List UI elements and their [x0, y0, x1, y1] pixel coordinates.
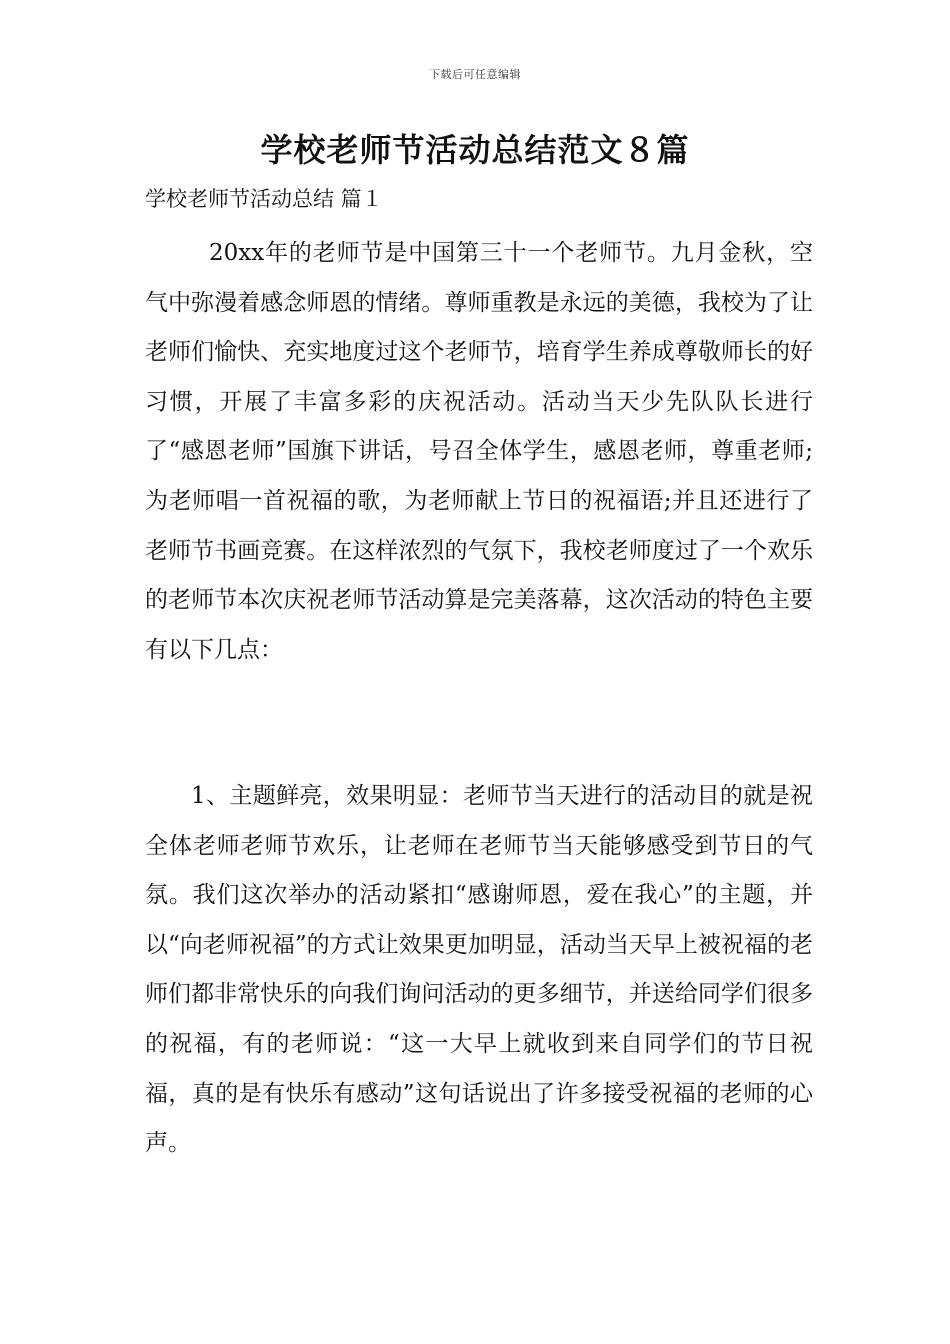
section-heading: 学校老师节活动总结 篇１ — [145, 187, 383, 211]
paragraph-point-1: 1、主题鲜亮，效果明显：老师节当天进行的活动目的就是祝全体老师老师节欢乐，让老师在老师节当天能够感受到节日的气氛。我们这次举办的活动紧扣“感谢师恩，爱在我心”的主题，并以“向老师祝福”的方式让效果更加明显，活动当天早上被祝福的老师们都非常快乐的向我们询问活动的更多细节，并送给同学们很多的祝福，有的老师说：“这一大早上就收到来自同学们的节日祝福，真的是有快乐有感动”这句话说出了许多接受祝福的老师的心声。 — [145, 783, 813, 1157]
paragraph-intro: 20xx年的老师节是中国第三十一个老师节。九月金秋，空气中弥漫着感念师恩的情绪。尊师重教是永远的美德，我校为了让老师们愉快、充实地度过这个老师节，培育学生养成尊敬师长的好习惯，开展了丰富多彩的庆祝活动。活动当天少先队队长进行了“感恩老师”国旗下讲话，号召全体学生，感恩老师，尊重老师;为老师唱一首祝福的歌，为老师献上节日的祝福语;并且还进行了老师节书画竞赛。在这样浓烈的气氛下，我校老师度过了一个欢乐的老师节本次庆祝老师节活动算是完美落幕，这次活动的特色主要有以下几点： — [145, 240, 813, 663]
header-note: 下载后可任意编辑 — [429, 68, 521, 81]
document-title: 学校老师节活动总结范文８篇 — [260, 131, 690, 169]
